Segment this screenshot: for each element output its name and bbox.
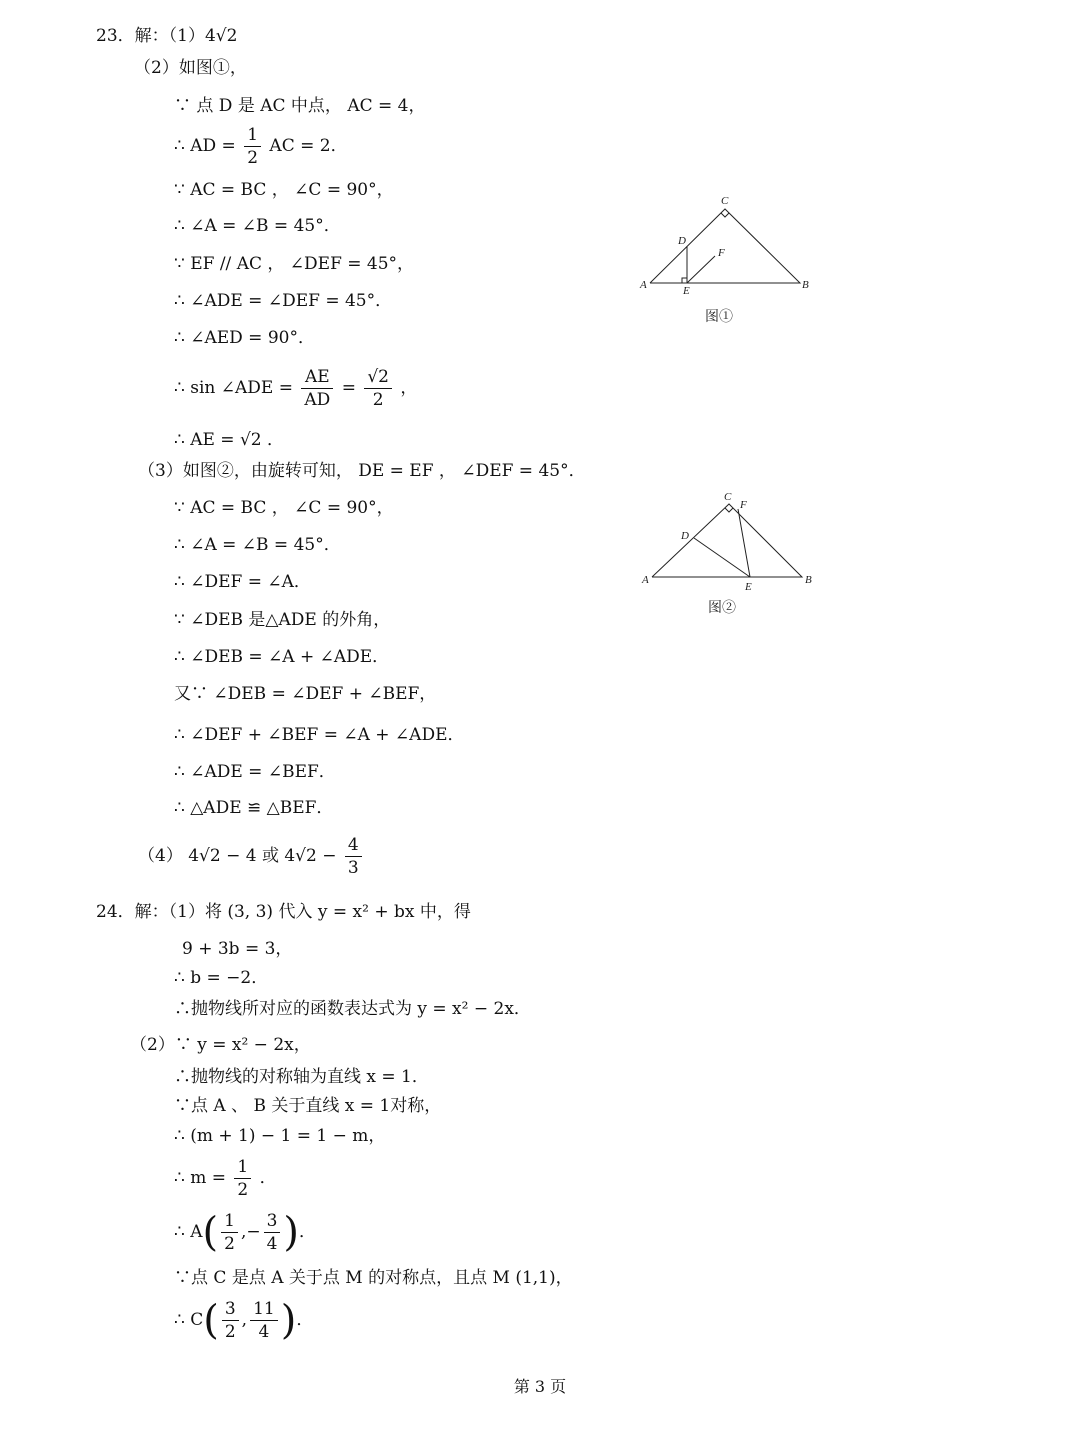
q23-part2-heading: （2）如图①， (134, 58, 247, 78)
label-e: E (683, 285, 690, 297)
comma: ， (400, 378, 418, 398)
right-paren: ) (283, 1209, 300, 1256)
page-number: 第 3 页 (513, 1377, 567, 1396)
q24-line-4: ∴抛物线所对应的函数表达式为 y = x² − 2x． (174, 999, 531, 1019)
label-f: F (740, 499, 747, 511)
q24-line-12 (174, 1298, 313, 1343)
fraction-numerator: 4 (345, 834, 362, 857)
fraction-root2-2 (364, 366, 392, 411)
triangle-abc (650, 209, 800, 283)
q23-line-19: ∴ ∠DEF + ∠BEF = ∠A + ∠ADE． (174, 725, 465, 745)
figure-1 (630, 190, 830, 330)
point-a-label: ∴ A (174, 1222, 203, 1242)
label-c: C (721, 195, 729, 207)
fraction-denominator: 2 (224, 1322, 236, 1342)
label-c: C (724, 491, 732, 503)
fraction-numerator: 3 (222, 1298, 239, 1321)
fraction-denominator: 2 (224, 1234, 235, 1254)
q23-line-11: ∴ AE = √2 ． (174, 430, 285, 450)
q24-line-8: ∴ (m + 1) − 1 = 1 − m， (174, 1126, 386, 1146)
fraction-denominator: 3 (347, 858, 359, 878)
q24-part2-heading: （2）∵ y = x² − 2x， (130, 1035, 311, 1055)
right-angle-mark-c (725, 508, 733, 512)
q23-line-14: ∴ ∠A = ∠B = 45°． (174, 535, 341, 555)
figure-1-caption: 图① (705, 309, 733, 325)
period: ． (296, 1310, 314, 1330)
q23-line-4-rhs: AC = 2． (269, 136, 348, 156)
fraction-numerator: 1 (244, 124, 261, 147)
label-d: D (681, 530, 689, 542)
fraction-numerator: 1 (221, 1210, 238, 1233)
fraction-1-2 (244, 124, 261, 169)
q23-part3-heading: （3）如图②，由旋转可知， DE = EF ， ∠DEF = 45°． (138, 461, 586, 481)
fraction-numerator: √2 (364, 366, 392, 389)
q24-line-6: ∴抛物线的对称轴为直线 x = 1． (174, 1067, 429, 1087)
q23-line-13: ∵ AC = BC ， ∠C = 90°， (174, 498, 394, 518)
q23-line-7: ∵ EF // AC ， ∠DEF = 45°， (174, 254, 415, 274)
triangle-abc (652, 504, 802, 577)
label-a: A (642, 574, 649, 586)
fraction-numerator: 11 (250, 1298, 278, 1321)
period: ． (259, 1168, 277, 1188)
figure-2-caption: 图② (708, 600, 736, 616)
segment-ef (687, 256, 715, 283)
q23-line-3: ∵ 点 D 是 AC 中点， AC = 4， (174, 96, 426, 116)
fraction-3-2 (222, 1298, 239, 1343)
separator: , (241, 1310, 248, 1330)
fraction-denominator: 2 (237, 1180, 249, 1200)
q24-part1: 24．解：（1）将 (3, 3) 代入 y = x² + bx 中，得 (96, 902, 471, 922)
q23-line-9: ∴ ∠AED = 90°． (174, 328, 315, 348)
fraction-3-4 (264, 1210, 281, 1255)
label-b: B (805, 574, 812, 586)
q23-line-10 (174, 366, 417, 411)
fraction-denominator: 2 (372, 390, 384, 410)
q23-line-5: ∵ AC = BC ， ∠C = 90°， (174, 180, 394, 200)
label-f: F (718, 247, 725, 259)
q24-line-9 (174, 1156, 277, 1201)
fraction-numerator: 1 (234, 1156, 251, 1179)
q23-line-6: ∴ ∠A = ∠B = 45°． (174, 216, 341, 236)
q23-part4 (138, 834, 365, 879)
segment-de (694, 538, 750, 577)
q23-line-16: ∵ ∠DEB 是△ADE 的外角， (174, 610, 391, 630)
label-e: E (745, 581, 752, 593)
equals-sign: = (341, 378, 356, 398)
q23-line-18: 又∵ ∠DEB = ∠DEF + ∠BEF， (174, 684, 437, 704)
fraction-numerator: 3 (264, 1210, 281, 1233)
q23-line-20: ∴ ∠ADE = ∠BEF． (174, 762, 336, 782)
q23-part4-expression: （4） 4√2 − 4 或 4√2 − (138, 846, 337, 866)
fraction-1-2 (234, 1156, 251, 1201)
point-c-label: ∴ C (174, 1310, 204, 1330)
fraction-4-3 (345, 834, 362, 879)
q23-part1: 23．解：（1）4√2 (96, 26, 238, 46)
left-paren: ( (202, 1209, 219, 1256)
q24-line-10 (174, 1210, 316, 1255)
right-angle-mark-e (682, 278, 687, 283)
right-paren: ) (280, 1297, 297, 1344)
right-angle-mark-c (721, 213, 729, 217)
figure-2 (630, 488, 830, 623)
q24-line-9-lhs: ∴ m = (174, 1168, 226, 1188)
fraction-1-2 (221, 1210, 238, 1255)
fraction-denominator: 4 (258, 1322, 270, 1342)
label-a: A (640, 279, 647, 291)
label-d: D (678, 235, 686, 247)
q23-line-8: ∴ ∠ADE = ∠DEF = 45°． (174, 291, 393, 311)
fraction-denominator: AD (304, 390, 331, 410)
separator: ,− (240, 1222, 261, 1242)
q24-line-3: ∴ b = −2． (174, 968, 269, 988)
q24-line-7: ∵点 A 、 B 关于直线 x = 1对称， (174, 1096, 442, 1116)
fraction-denominator: 4 (266, 1234, 278, 1254)
q23-line-15: ∴ ∠DEF = ∠A． (174, 572, 311, 592)
fraction-denominator: 2 (247, 148, 259, 168)
fraction-numerator: AE (301, 366, 333, 389)
q23-line-21: ∴ △ADE ≌ △BEF． (174, 798, 334, 818)
left-paren: ( (203, 1297, 219, 1344)
period: ． (299, 1222, 317, 1242)
fraction-ae-ad (301, 366, 333, 411)
q24-line-11: ∵点 C 是点 A 关于点 M 的对称点，且点 M (1,1)， (174, 1268, 573, 1288)
fraction-11-4 (250, 1298, 278, 1343)
q23-line-4 (174, 124, 348, 169)
q24-line-2: 9 + 3b = 3， (182, 939, 293, 959)
q23-line-4-lhs: ∴ AD = (174, 136, 236, 156)
q23-line-17: ∴ ∠DEB = ∠A + ∠ADE． (174, 647, 390, 667)
q23-line-10-lhs: ∴ sin ∠ADE = (174, 378, 293, 398)
label-b: B (802, 279, 809, 291)
